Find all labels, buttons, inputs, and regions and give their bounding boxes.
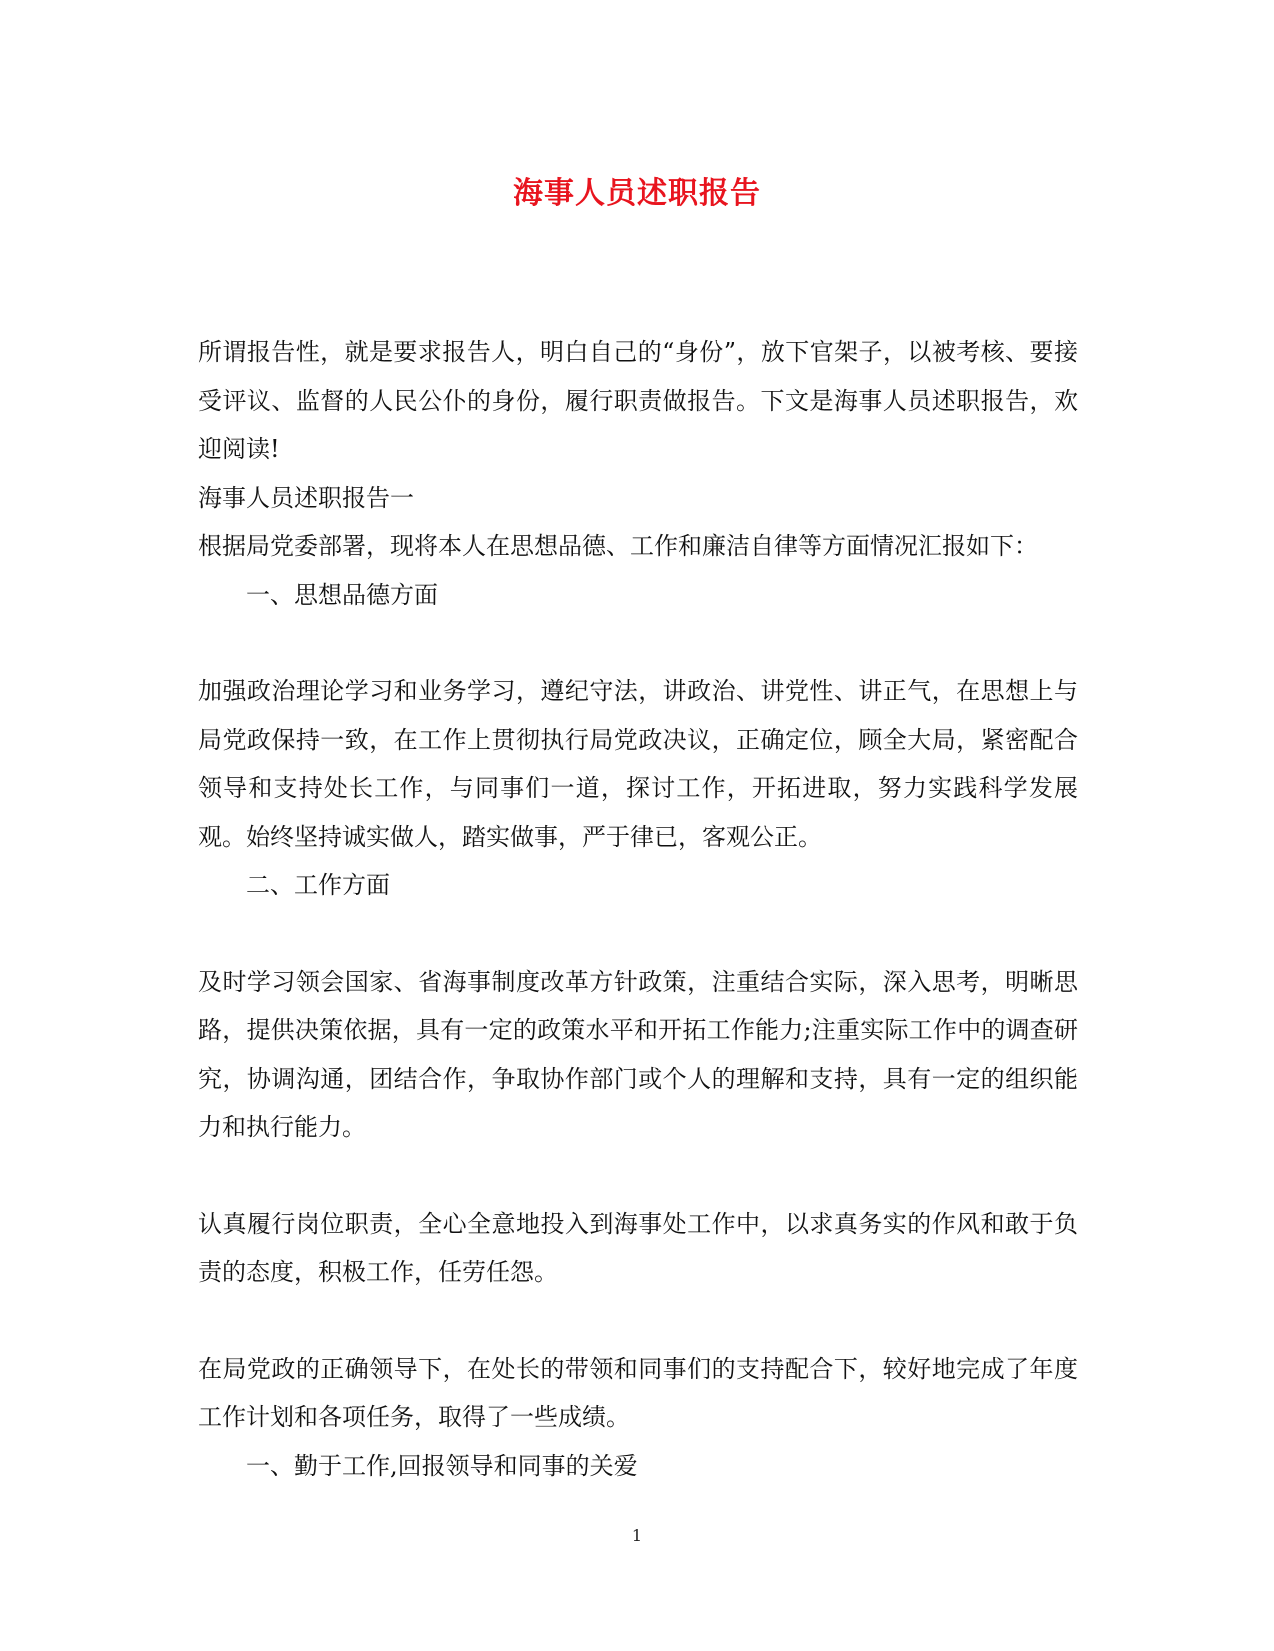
document-body xyxy=(198,328,1078,1490)
heading-ideology: 一、思想品德方面 xyxy=(246,580,438,609)
section-title-report-one: 海事人员述职报告一 xyxy=(198,483,414,512)
work-paragraph-2: 认真履行岗位职责，全心全意地投入到海事处工作中，以求真务实的作风和敢于负责的态度，积极工作，任劳任怨。 xyxy=(198,1209,1078,1286)
heading-diligence: 一、勤于工作,回报领导和同事的关爱 xyxy=(246,1451,638,1480)
opening-paragraph: 根据局党委部署，现将本人在思想品德、工作和廉洁自律等方面情况汇报如下： xyxy=(198,532,1038,560)
document-title: 海事人员述职报告 xyxy=(513,176,761,211)
ideology-paragraph: 加强政治理论学习和业务学习，遵纪守法，讲政治、讲党性、讲正气，在思想上与局党政保持一致，在工作上贯彻执行局党政决议，正确定位，顾全大局，紧密配合领导和支持处长工作，与同事们一道，探讨工作，开拓进取，努力实践科学发展观。始终坚持诚实做人，踏实做事，严于律已，客观公正。 xyxy=(198,677,1078,851)
work-paragraph-3: 在局党政的正确领导下，在处长的带领和同事们的支持配合下，较好地完成了年度工作计划和各项任务，取得了一些成绩。 xyxy=(198,1354,1078,1431)
page-number: 1 xyxy=(631,1526,643,1545)
heading-work: 二、工作方面 xyxy=(246,871,390,899)
intro-paragraph: 所谓报告性，就是要求报告人，明白自己的“身份”，放下官架子，以被考核、要接受评议、监督的人民公仆的身份，履行职责做报告。下文是海事人员述职报告，欢迎阅读! xyxy=(198,338,1078,463)
work-paragraph-1: 及时学习领会国家、省海事制度改革方针政策，注重结合实际，深入思考，明晰思路，提供决策依据，具有一定的政策水平和开拓工作能力;注重实际工作中的调查研究，协调沟通，团结合作，争取协作部门或个人的理解和支持，具有一定的组织能力和执行能力。 xyxy=(198,967,1078,1141)
